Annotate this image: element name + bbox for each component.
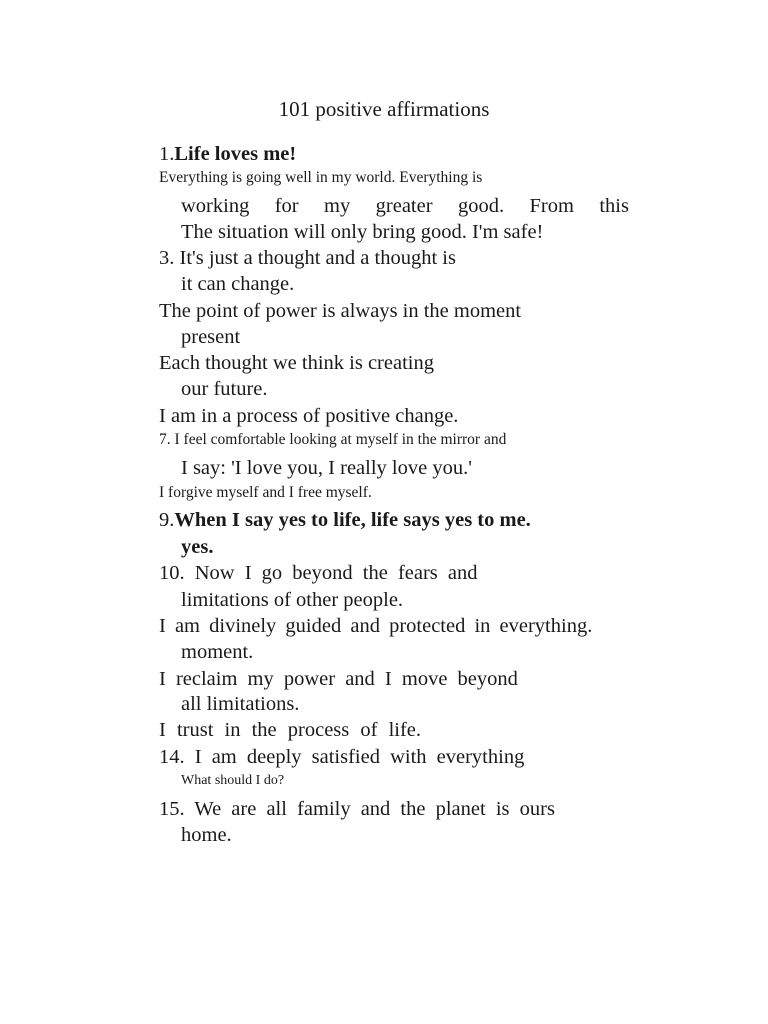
affirmation-7-line-1: 7. I feel comfortable looking at myself in the mirror and [159,431,507,448]
affirmation-6: I am in a process of positive change. [159,405,459,427]
affirmation-4-line-2: present [181,326,241,348]
affirmation-12-line-1: I reclaim my power and I move beyond [159,668,518,690]
affirmation-5-line-1: Each thought we think is creating [159,352,434,374]
affirmation-2-line-2 [181,194,629,218]
affirmation-3-line-1: 3. It's just a thought and a thought is [159,247,456,269]
affirmation-9-line-1 [159,508,531,532]
word: this [599,195,629,217]
affirmation-11-line-2: moment. [181,641,254,663]
document-title: 101 positive affirmations [278,97,490,121]
word: greater [375,195,433,217]
word: my [324,195,351,217]
affirmation-5-line-2: our future. [181,378,268,400]
affirmation-15-line-2: home. [181,824,232,846]
word: working [181,195,250,217]
affirmation-14-line-2: What should I do? [181,773,285,788]
affirmation-14-line-1: 14. I am deeply satisfied with everything [159,746,525,768]
affirmation-10-line-1: 10. Now I go beyond the fears and [159,562,478,584]
affirmation-3-line-2: it can change. [181,273,295,295]
affirmation-8: I forgive myself and I free myself. [159,484,372,501]
affirmation-1-number: 1. [159,143,175,165]
affirmation-9-line-2: yes. [181,536,214,558]
word: From [529,195,574,217]
word: for [274,195,299,217]
affirmation-9-number: 9. [159,509,175,531]
affirmation-13: I trust in the process of life. [159,719,422,741]
affirmation-4-line-1: The point of power is always in the moment [159,300,522,322]
affirmation-2-line-1: Everything is going well in my world. Everything is [159,169,483,186]
affirmation-1-text: Life loves me! [174,143,297,165]
affirmation-15-line-1: 15. We are all family and the planet is ours [159,798,555,820]
affirmation-7-line-2: I say: 'I love you, I really love you.' [181,457,472,479]
affirmation-10-line-2: limitations of other people. [181,589,404,611]
affirmation-2-line-3: The situation will only bring good. I'm safe! [181,221,544,243]
affirmation-11-line-1: I am divinely guided and protected in everything. [159,615,593,637]
word: good. [457,195,505,217]
affirmation-12-line-2: all limitations. [181,693,300,715]
affirmation-1 [159,142,296,166]
affirmation-9-text: When I say yes to life, life says yes to me. [174,509,531,531]
